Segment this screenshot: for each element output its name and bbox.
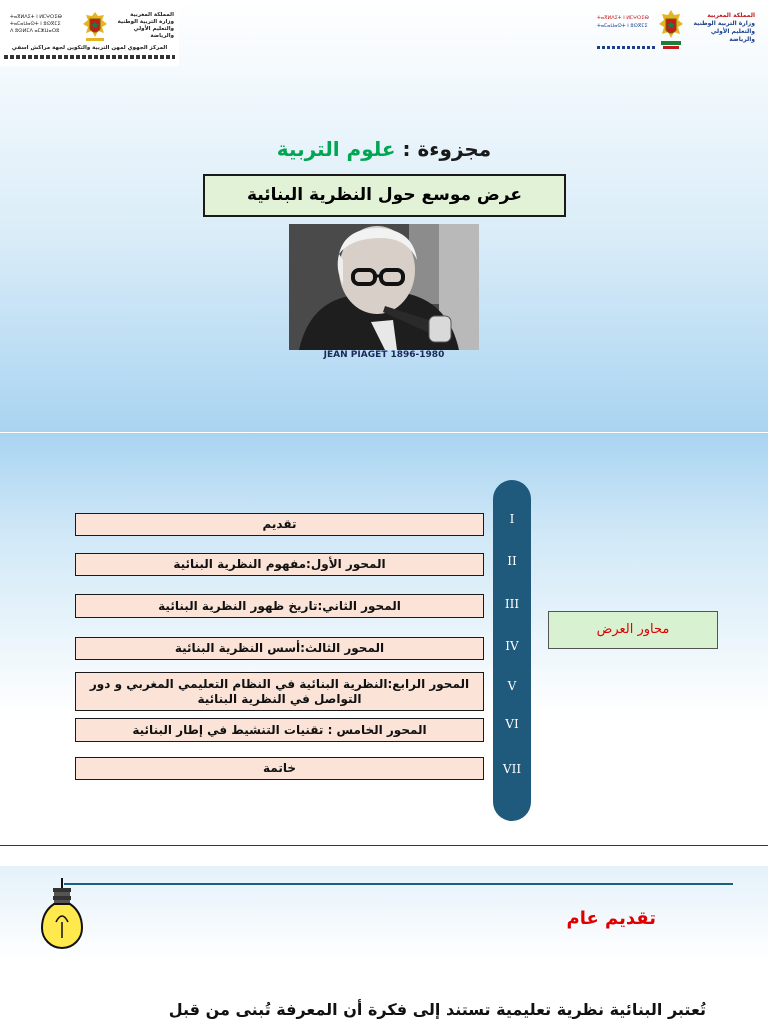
numeral-ii: II	[507, 554, 517, 568]
numeral-iv: IV	[505, 639, 519, 653]
outline-item	[75, 718, 484, 742]
section-title: تقديم عام	[566, 908, 656, 929]
portrait-caption: JEAN PIAGET 1896-1980	[323, 350, 445, 360]
outline-item	[75, 757, 484, 780]
right-logo-tifinagh: ⵜⴰⴳⵍⴷⵉⵜ ⵏ ⵍⵎⵖⵔⵉⴱ ⵜⴰⵎⴰⵡⴰⵙⵜ ⵏ ⵓⵙⴳⵎⵉ	[597, 15, 649, 29]
outline-item	[75, 637, 484, 660]
left-logo-centre: المركز الجهوي لمهن التربية والتكوين لجهة مراكش آسفي	[11, 45, 168, 51]
left-logo-tifinagh: ⵜⴰⴳⵍⴷⵉⵜ ⵏ ⵍⵎⵖⵔⵉⴱ ⵜⴰⵎⴰⵡⴰⵙⵜ ⵏ ⵓⵙⴳⵎⵉ ⴷ ⵓⵙⵍⵎⴷ ⴰⵎⵣⵡⴰⵔⵓ	[10, 14, 62, 34]
module-prefix: مجزوءة :	[402, 137, 492, 161]
header-rule	[64, 883, 733, 885]
left-ministry-logo	[0, 0, 179, 66]
outline-item	[75, 553, 484, 576]
outline-item-label: المحور الخامس : تقنيات التنشيط في إطار البنائية	[132, 722, 427, 737]
numeral-v: V	[507, 679, 517, 693]
light-bulb-icon	[36, 878, 88, 956]
outline-item-label: المحور الأول:مفهوم النظرية البنائية	[173, 557, 386, 571]
outline-item-label: المحور الرابع:النظرية البنائية في النظام التعليمي المغربي و دور التواصل في النظرية البنائية	[89, 676, 470, 706]
jean-piaget-portrait	[289, 224, 479, 350]
outline-item-label: خاتمة	[263, 761, 296, 775]
right-logo-line2: وزارة التربية الوطنية	[693, 20, 755, 27]
left-logo-tifinagh-bar	[4, 55, 175, 59]
axes-label: محاور العرض	[548, 611, 718, 649]
slide-separator	[0, 845, 768, 846]
numeral-vii: VII	[502, 762, 522, 776]
module-name: علوم التربية	[276, 137, 396, 161]
outline-item-label: المحور الثاني:تاريخ ظهور النظرية البنائية	[158, 598, 401, 613]
outline-item	[75, 513, 484, 536]
portrait-illustration	[289, 224, 479, 350]
moroccan-coat-of-arms-icon	[657, 8, 685, 52]
module-title	[150, 137, 618, 161]
outline-item-label: المحور الثالث:أسس النظرية البنائية	[174, 641, 385, 655]
outline-item-label: تقديم	[262, 517, 297, 531]
presentation-title: عرض موسع حول النظرية البنائية	[203, 174, 566, 217]
outline-item	[75, 672, 484, 711]
moroccan-coat-of-arms-icon	[80, 10, 110, 44]
right-ministry-logo	[597, 6, 755, 62]
right-logo-line1: المملكة المغربية	[707, 12, 755, 19]
numeral-iii: III	[504, 597, 520, 611]
intro-body-text: تُعتبر البنائية نظرية تعليمية تستند إلى فكرة أن المعرفة تُبنى من قبل	[168, 1000, 706, 1019]
numeral-i: I	[509, 512, 515, 526]
left-logo-line1: المملكة المغربية	[130, 12, 174, 18]
numeral-vi: VI	[505, 717, 519, 731]
right-logo-line3: والتعليم الأولي والرياضة	[710, 28, 755, 43]
left-logo-line2: وزارة التربية الوطنية	[117, 19, 174, 25]
outline-item	[75, 594, 484, 618]
left-logo-line3: والتعليم الأولي والرياضة	[133, 26, 174, 39]
right-logo-tifinagh-bar	[597, 46, 655, 49]
